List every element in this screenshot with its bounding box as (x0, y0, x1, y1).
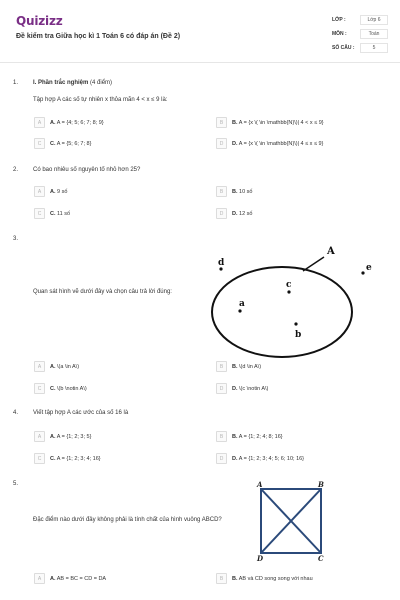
option-text: A = {1; 2; 3; 4; 16} (56, 455, 101, 462)
question-text: Viết tập hợp A các ước của số 16 là (33, 410, 129, 416)
vertex-label: D (257, 554, 264, 562)
option-text: 12 số (239, 210, 253, 217)
option-label: D. (232, 385, 238, 392)
option-text: A = {4; 5; 6; 7; 8; 9} (56, 119, 104, 126)
option-letter-box: A (34, 186, 45, 197)
option-d[interactable] (216, 453, 304, 464)
vertex-label: A (257, 480, 263, 489)
option-label: A. (50, 363, 56, 370)
option-letter-box: D (216, 138, 227, 149)
question-text: Tập hợp A các số tự nhiên x thỏa mãn 4 < x ≤ 9 là: (33, 97, 168, 103)
option-text: \(c \notin A\) (239, 385, 269, 392)
meta-value-subject: Toán (360, 29, 388, 39)
question-number: 1. (13, 80, 19, 86)
option-label: C. (50, 210, 56, 217)
square-figure (252, 480, 330, 562)
question-text: Quan sát hình vẽ dưới đây và chọn câu trả lời đúng: (33, 289, 172, 295)
option-text: \(b \notin A\) (57, 385, 87, 392)
question-number: 2. (13, 167, 19, 173)
option-c[interactable] (34, 208, 70, 219)
option-a[interactable] (34, 186, 67, 197)
option-d[interactable] (216, 208, 253, 219)
point-label: d (218, 258, 225, 268)
option-text: AB = BC = CD = DA (56, 575, 107, 582)
section-note: (4 điểm) (90, 80, 113, 86)
option-letter-box: A (34, 117, 45, 128)
option-b[interactable] (216, 431, 283, 442)
option-label: B. (232, 575, 238, 582)
option-a[interactable] (34, 431, 91, 442)
option-c[interactable] (34, 383, 87, 394)
quizizz-logo: Quizizz (16, 14, 63, 28)
option-letter-box: C (34, 208, 45, 219)
option-letter-box: B (216, 431, 227, 442)
point-label: e (366, 263, 372, 273)
option-letter-box: B (216, 361, 227, 372)
option-label: B. (232, 188, 238, 195)
option-letter-box: D (216, 383, 227, 394)
option-text: 9 số (57, 188, 68, 195)
option-text: A = {1; 2; 3; 5} (56, 433, 92, 440)
option-label: C. (50, 455, 56, 462)
vertex-label: B (318, 480, 324, 489)
option-label: A. (50, 433, 56, 440)
option-label: A. (50, 119, 56, 126)
question-text: Đặc điểm nào dưới đây không phải là tính chất của hình vuông ABCD? (33, 517, 222, 523)
option-text: AB và CD song song với nhau (238, 575, 313, 582)
question-number: 3. (13, 236, 19, 242)
meta-value-class: Lớp 6 (360, 15, 388, 25)
option-label: A. (50, 188, 56, 195)
section-title: I. Phần trắc nghiệm (33, 80, 89, 86)
point-dot (294, 322, 297, 325)
option-label: C. (50, 140, 56, 147)
section-heading (33, 80, 112, 86)
option-a[interactable] (34, 573, 106, 584)
option-b[interactable] (216, 117, 324, 128)
vertex-label: C (318, 554, 324, 562)
point-label: a (239, 299, 245, 309)
option-letter-box: C (34, 138, 45, 149)
option-b[interactable] (216, 573, 313, 584)
option-c[interactable] (34, 138, 91, 149)
document-title: Đề kiểm tra Giữa học kì 1 Toán 6 có đáp án (Đề 2) (16, 33, 181, 40)
option-label: C. (50, 385, 56, 392)
option-label: D. (232, 140, 238, 147)
option-c[interactable] (34, 453, 101, 464)
set-label: A (327, 246, 335, 257)
point-dot (238, 309, 241, 312)
option-letter-box: D (216, 208, 227, 219)
point-label: c (286, 280, 292, 290)
option-d[interactable] (216, 383, 268, 394)
question-number: 5. (13, 481, 19, 487)
point-dot (287, 290, 290, 293)
option-text: \(d \in A\) (239, 363, 262, 370)
meta-label-count: SỐ CÂU : (332, 45, 355, 51)
option-b[interactable] (216, 361, 261, 372)
option-letter-box: C (34, 383, 45, 394)
option-text: A = {1; 2; 4; 8; 16} (238, 433, 283, 440)
meta-label-class: LỚP : (332, 17, 346, 23)
option-letter-box: A (34, 361, 45, 372)
option-text: A = {1; 2; 3; 4; 5; 6; 10; 16} (238, 455, 305, 462)
option-letter-box: A (34, 573, 45, 584)
option-label: B. (232, 363, 238, 370)
point-dot (361, 271, 364, 274)
option-letter-box: D (216, 453, 227, 464)
question-text: Có bao nhiêu số nguyên tố nhỏ hơn 25? (33, 167, 141, 173)
option-letter-box: B (216, 117, 227, 128)
set-ellipse (212, 267, 352, 357)
option-a[interactable] (34, 117, 104, 128)
set-label-pointer (303, 257, 324, 271)
question-number: 4. (13, 410, 19, 416)
option-letter-box: B (216, 186, 227, 197)
set-venn-figure (200, 240, 390, 370)
point-label: b (295, 330, 302, 340)
option-a[interactable] (34, 361, 79, 372)
option-text: A = {5; 6; 7; 8} (56, 140, 92, 147)
option-b[interactable] (216, 186, 253, 197)
option-text: A = {x \( \in \mathbb{N}\)| 4 ≤ x ≤ 9} (238, 140, 324, 147)
option-label: D. (232, 455, 238, 462)
option-label: A. (50, 575, 56, 582)
meta-label-subject: MÔN : (332, 31, 347, 37)
option-text: \(a \in A\) (57, 363, 80, 370)
option-label: D. (232, 210, 238, 217)
header-divider (0, 62, 400, 63)
option-d[interactable] (216, 138, 323, 149)
option-letter-box: C (34, 453, 45, 464)
option-label: B. (232, 433, 238, 440)
option-letter-box: A (34, 431, 45, 442)
option-label: B. (232, 119, 238, 126)
option-letter-box: B (216, 573, 227, 584)
option-text: A = {x \( \in \mathbb{N}\)| 4 < x ≤ 9} (238, 119, 324, 126)
option-text: 10 số (239, 188, 253, 195)
document-header (0, 0, 400, 60)
meta-value-count: 5 (360, 43, 388, 53)
option-text: 11 số (57, 210, 71, 217)
